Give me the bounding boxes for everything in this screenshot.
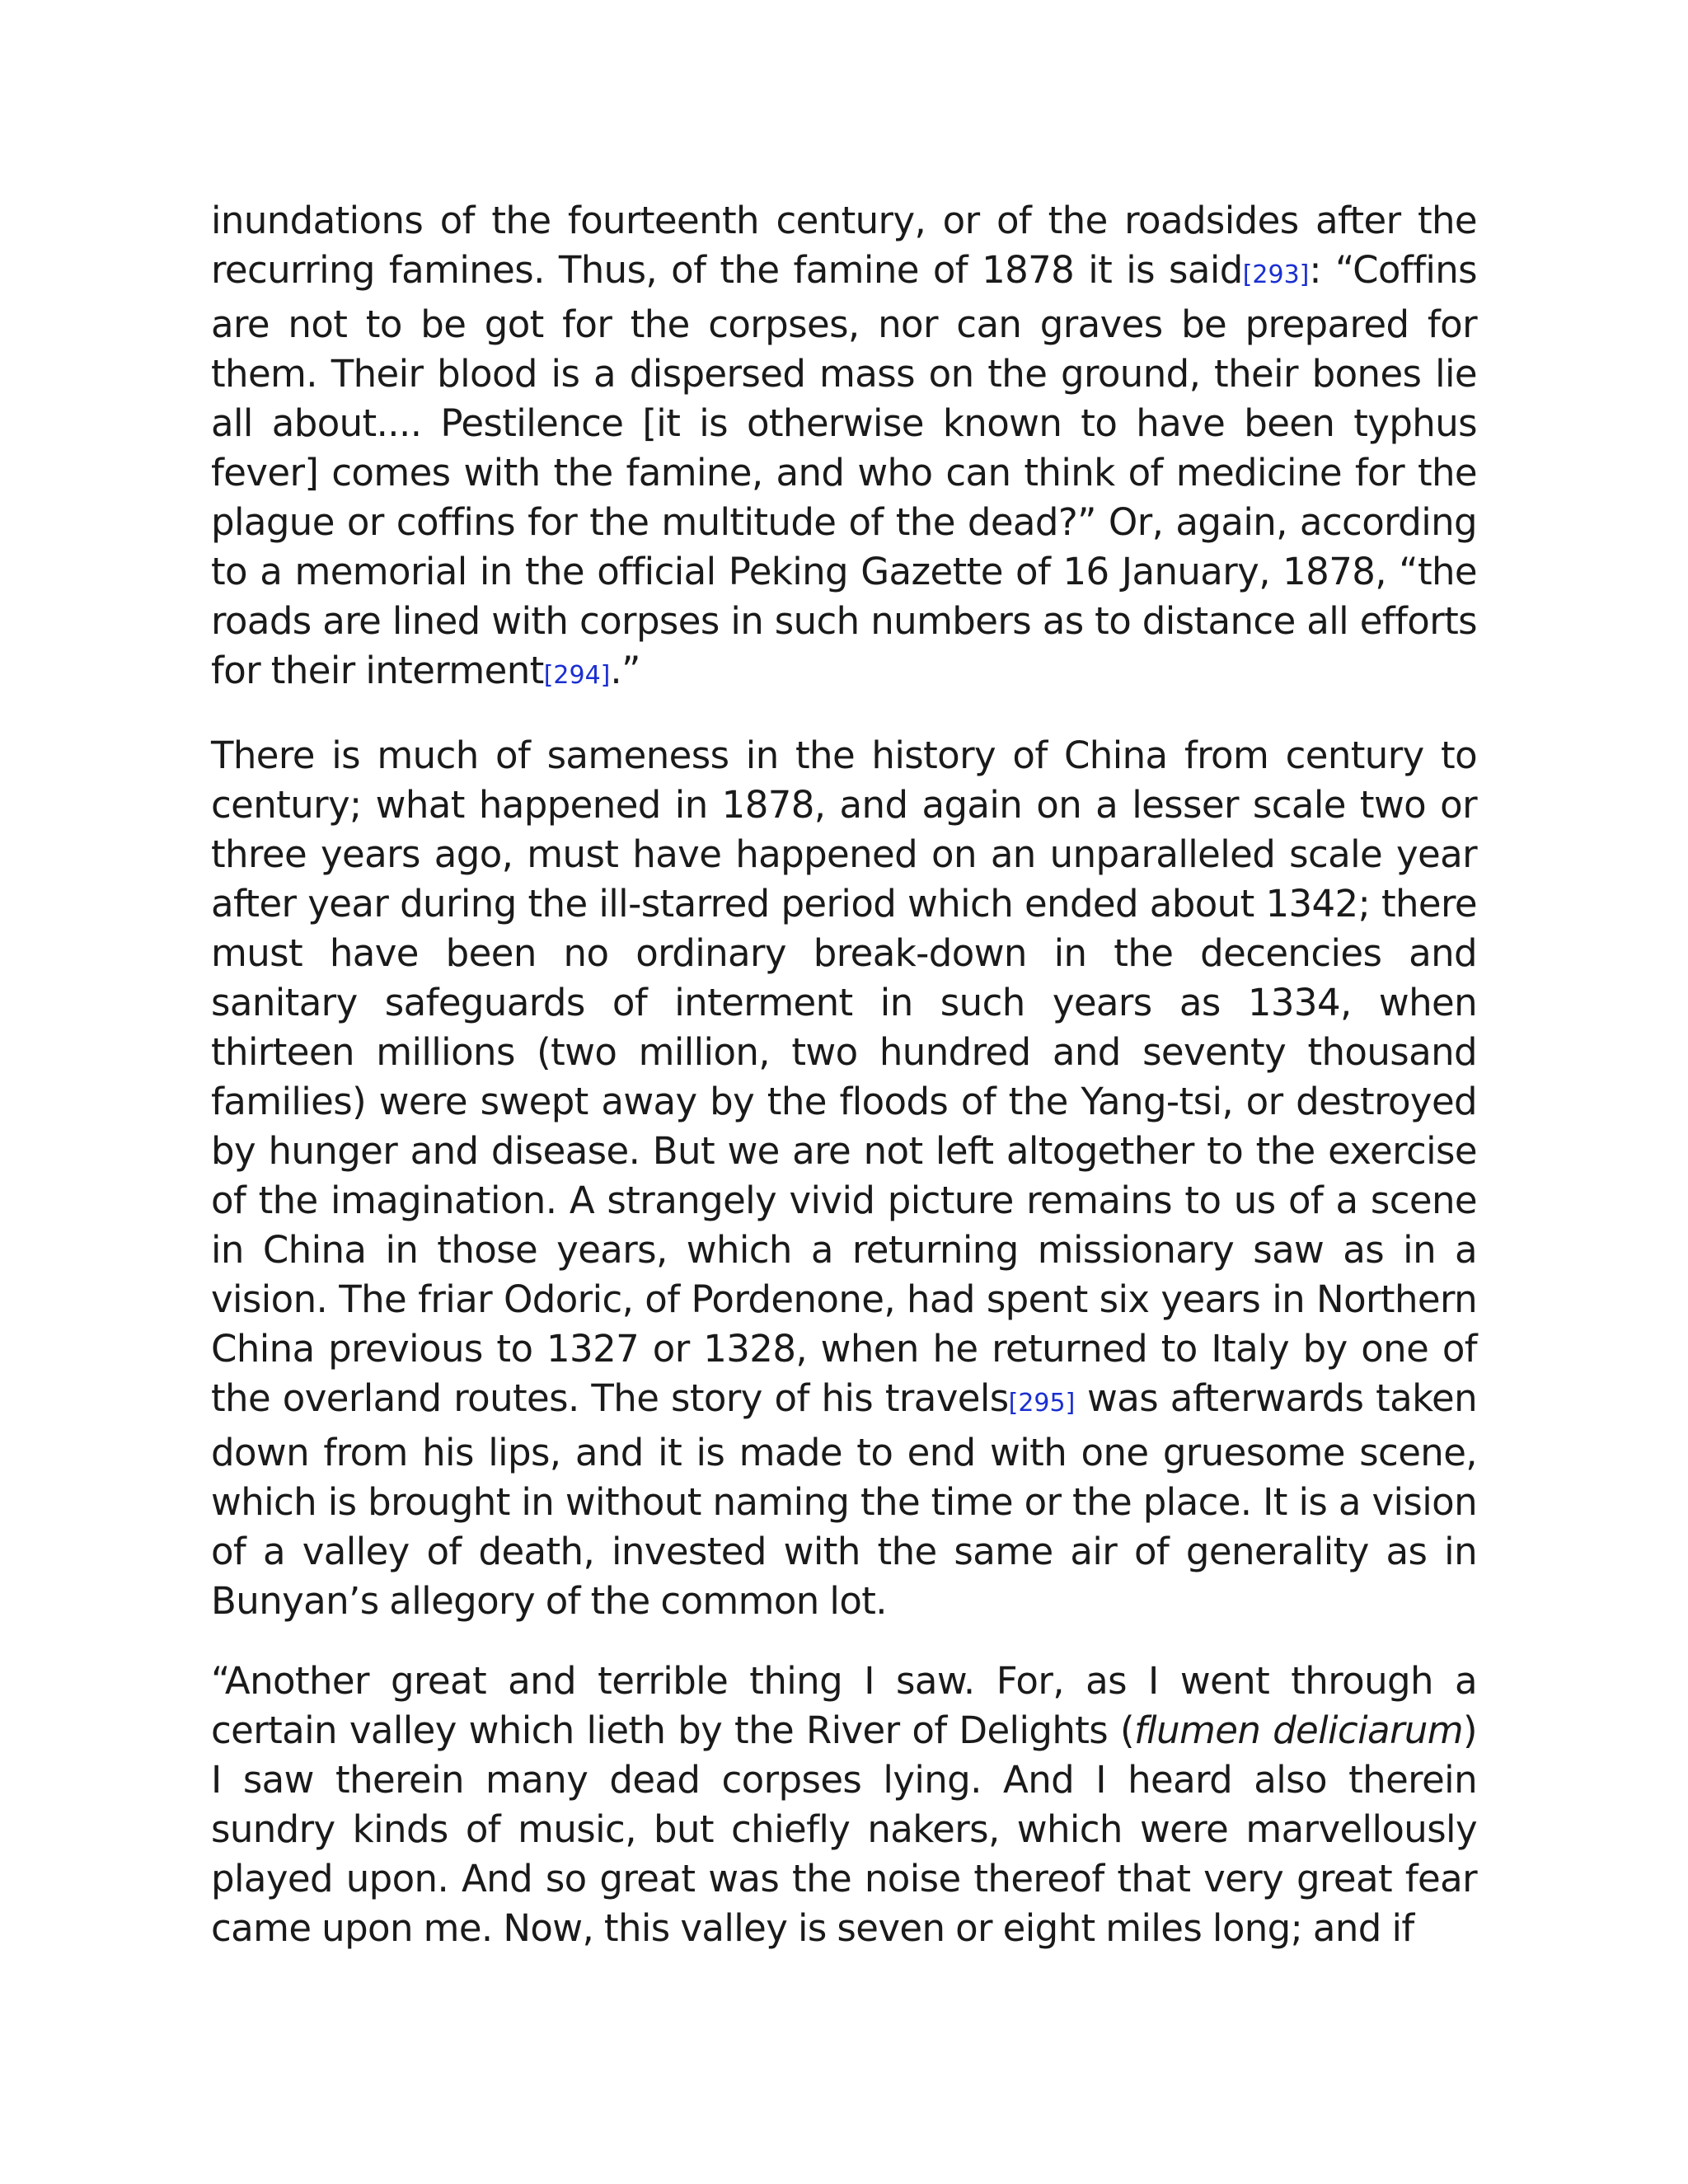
paragraph-1 [211,196,1477,701]
italic-phrase: flumen deliciarum [1133,1708,1464,1752]
paragraph-text: : “Coffins are not to be got for the corpses, nor can graves be prepared for them. Their blood is a dispersed mass on the ground, their bones lie all about.... Pestilence [it is otherwise known to have been typhus fever] comes with the famine, and who can think of medicine for the plague or coffins for the multitude of the dead?” Or, again, according to a memorial in the official Peking Gazette of 16 January, 1878, “the roads are lined with corpses in such numbers as to distance all efforts for their interment [211,248,1478,692]
page-body [211,196,1477,1984]
paragraph-text: inundations of the fourteenth century, or of the roadsides after the recurring famines. Thus, of the famine of 1878 it is said [211,199,1477,292]
paragraph-text: .” [610,649,640,692]
paragraph-2 [211,731,1477,1626]
paragraph-text: ) I saw therein many dead corpses lying. And I heard also therein sundry kinds of music, but chiefly nakers, which were marvellously played upon. And so great was the noise thereof that very great fear came upon me. Now, this valley is seven or eight miles long; and if [211,1708,1477,1950]
footnote-link-295[interactable]: [295] [1008,1389,1076,1418]
paragraph-text: “Another great and terrible thing I saw. For, as I went through a certain valley which lieth by the River of Delights ( [211,1659,1477,1752]
footnote-link-294[interactable]: [294] [543,661,611,690]
footnote-link-293[interactable]: [293] [1242,260,1310,289]
paragraph-3 [211,1657,1477,1953]
paragraph-text: was afterwards taken down from his lips, and it is made to end with one gruesome scene, which is brought in without naming the time or the place. It is a vision of a valley of death, invested with the same air of generality as in Bunyan’s allegory of the common lot. [211,1376,1477,1623]
paragraph-text: There is much of sameness in the history of China from century to century; what happened in 1878, and again on a lesser scale two or three years ago, must have happened on an unparalleled scale year after year during the ill-starred period which ended about 1342; there must have been no ordinary break-down in the decencies and sanitary safeguards of interment in such years as 1334, when thirteen millions (two million, two hundred and seventy thousand families) were swept away by the floods of the Yang-tsi, or destroyed by hunger and disease. But we are not left altogether to the exercise of the imagination. A strangely vivid picture remains to us of a scene in China in those years, which a returning missionary saw as in a vision. The friar Odoric, of Pordenone, had spent six years in Northern China previous to 1327 or 1328, when he returned to Italy by one of the overland routes. The story of his travels [211,733,1477,1420]
